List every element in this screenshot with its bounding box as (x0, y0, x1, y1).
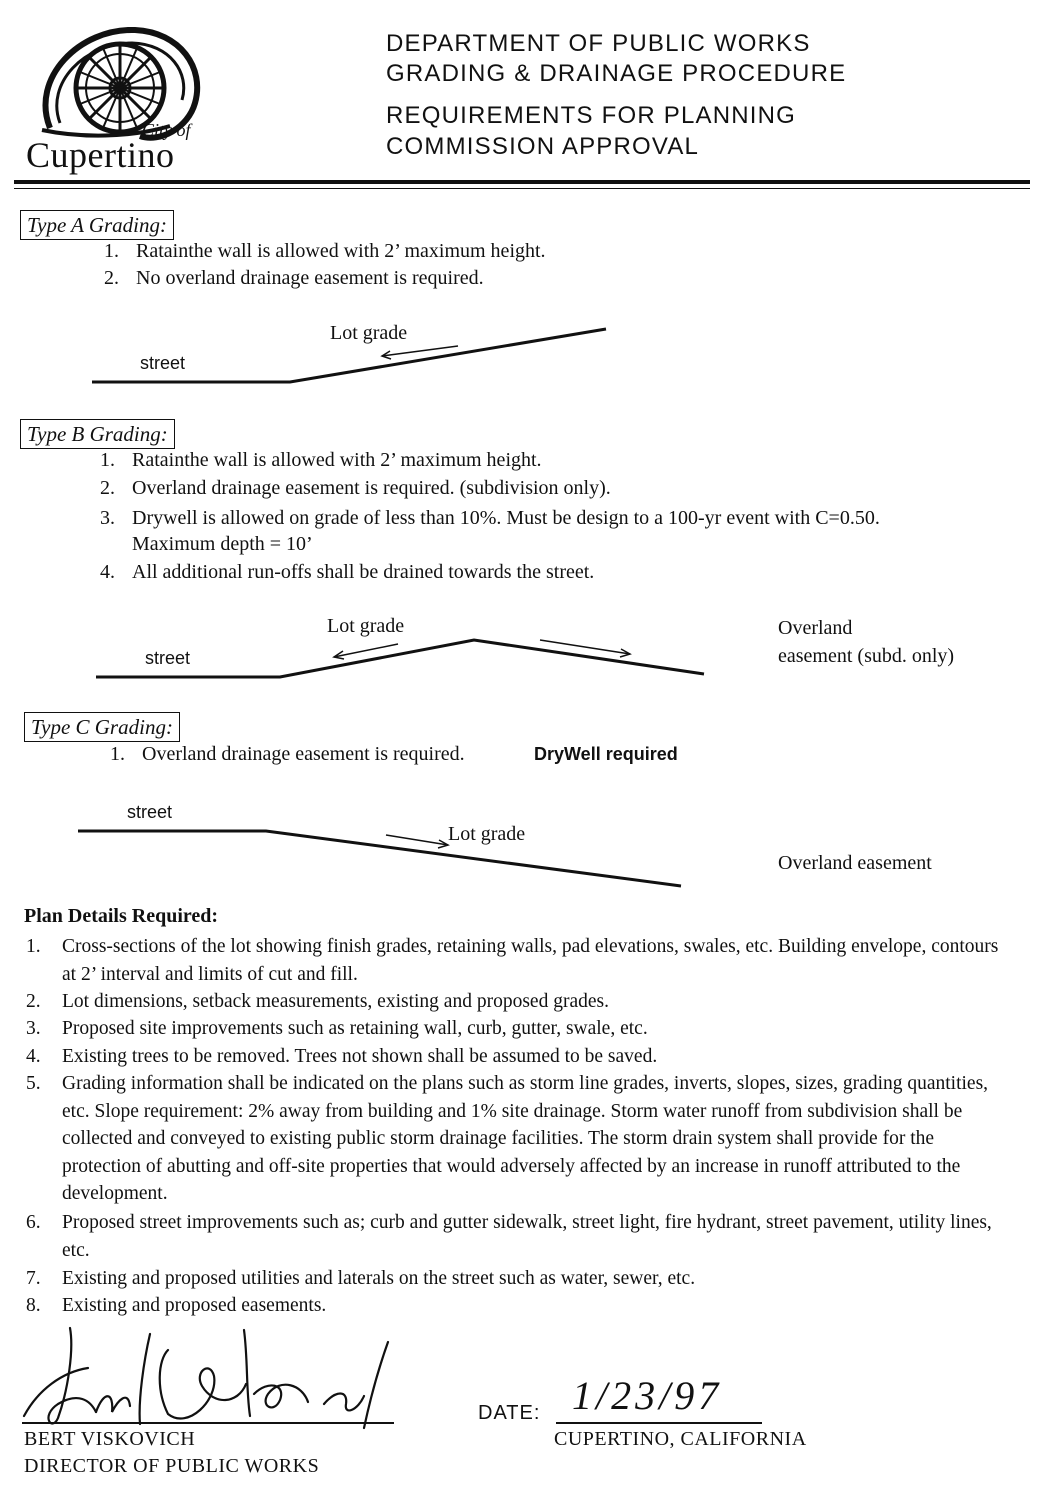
type-c-title: Type C Grading: (24, 712, 180, 742)
date-value: 1/23/97 (572, 1373, 723, 1418)
plan-item-4: 4. Existing trees to be removed. Trees not shown shall be assumed to be saved. (26, 1046, 658, 1067)
type-b-overland-label-1: Overland (778, 617, 853, 639)
type-a-item-1: 1. Ratainthe wall is allowed with 2’ maximum height. (104, 240, 546, 262)
type-b-item-3-cont: Maximum depth = 10’ (132, 533, 313, 555)
date-label: DATE: (478, 1402, 541, 1424)
type-b-item-4: 4. All additional run-offs shall be drained towards the street. (100, 561, 595, 583)
type-a-title: Type A Grading: (20, 210, 174, 240)
type-a-street-label: street (140, 353, 186, 373)
type-b-overland-label-2: easement (subd. only) (778, 645, 955, 667)
header-procedure: GRADING & DRAINAGE PROCEDURE (386, 60, 847, 87)
plan-item-3: 3. Proposed site improvements such as retaining wall, curb, gutter, swale, etc. (26, 1018, 648, 1039)
type-c-drywell-note: DryWell required (534, 744, 678, 764)
type-b-item-3: 3. Drywell is allowed on grade of less than 10%. Must be design to a 100-yr event with C=0.50. (100, 507, 880, 529)
type-b-title: Type B Grading: (20, 419, 175, 449)
header-rule-thin (14, 188, 1030, 189)
type-a-lot-grade-label: Lot grade (330, 322, 408, 344)
header-commission: COMMISSION APPROVAL (386, 133, 700, 160)
type-c-overland-label: Overland easement (778, 852, 932, 874)
type-b-lot-grade-label: Lot grade (327, 615, 405, 637)
plan-item-6: 6. Proposed street improvements such as; curb and gutter sidewalk, street light, fire hydrant, street pavement, utility lines, etc. (26, 1212, 992, 1261)
plan-details-title: Plan Details Required: (24, 905, 219, 927)
type-c-street-label: street (127, 802, 173, 822)
type-c-lot-grade-label: Lot grade (448, 823, 526, 845)
plan-item-7: 7. Existing and proposed utilities and laterals on the street such as water, sewer, etc. (26, 1268, 696, 1289)
date-location: CUPERTINO, CALIFORNIA (554, 1428, 807, 1450)
plan-item-8: 8. Existing and proposed easements. (26, 1295, 327, 1316)
header-department: DEPARTMENT OF PUBLIC WORKS (386, 30, 811, 57)
logo-city-of: City of (142, 120, 191, 140)
logo-city-name: Cupertino (26, 135, 175, 175)
plan-item-1: 1. Cross-sections of the lot showing finish grades, retaining walls, pad elevations, swales, etc. Building envelope, contours at 2’ interval and limits of cut and fill. (26, 936, 999, 985)
director-title: DIRECTOR OF PUBLIC WORKS (24, 1455, 320, 1477)
plan-item-2: 2. Lot dimensions, setback measurements, existing and proposed grades. (26, 991, 609, 1012)
date-line (556, 1422, 762, 1424)
plan-item-5: 5. Grading information shall be indicated on the plans such as storm line grades, inverts, slopes, sizes, grading quantities, etc. Slope requirement: 2% away from building and 1% site drainage. Storm water runoff from subdivision shall be collected and conveyed to existing public storm drainage facilities. The storm drain system shall provide for the protection of abutting and off-site properties that would adversely affected by an increase in runoff attributed to the development. (26, 1073, 989, 1204)
type-a-item-2: 2. No overland drainage easement is required. (104, 267, 484, 289)
type-b-item-1: 1. Ratainthe wall is allowed with 2’ maximum height. (100, 449, 542, 471)
type-b-item-2: 2. Overland drainage easement is required. (subdivision only). (100, 477, 611, 499)
header-rule-thick (14, 180, 1030, 184)
director-name: BERT VISKOVICH (24, 1428, 196, 1450)
signature-line (22, 1422, 394, 1424)
type-b-street-label: street (145, 648, 191, 668)
header-requirements: REQUIREMENTS FOR PLANNING (386, 102, 797, 129)
type-c-item-1: 1. Overland drainage easement is required. (110, 743, 465, 765)
